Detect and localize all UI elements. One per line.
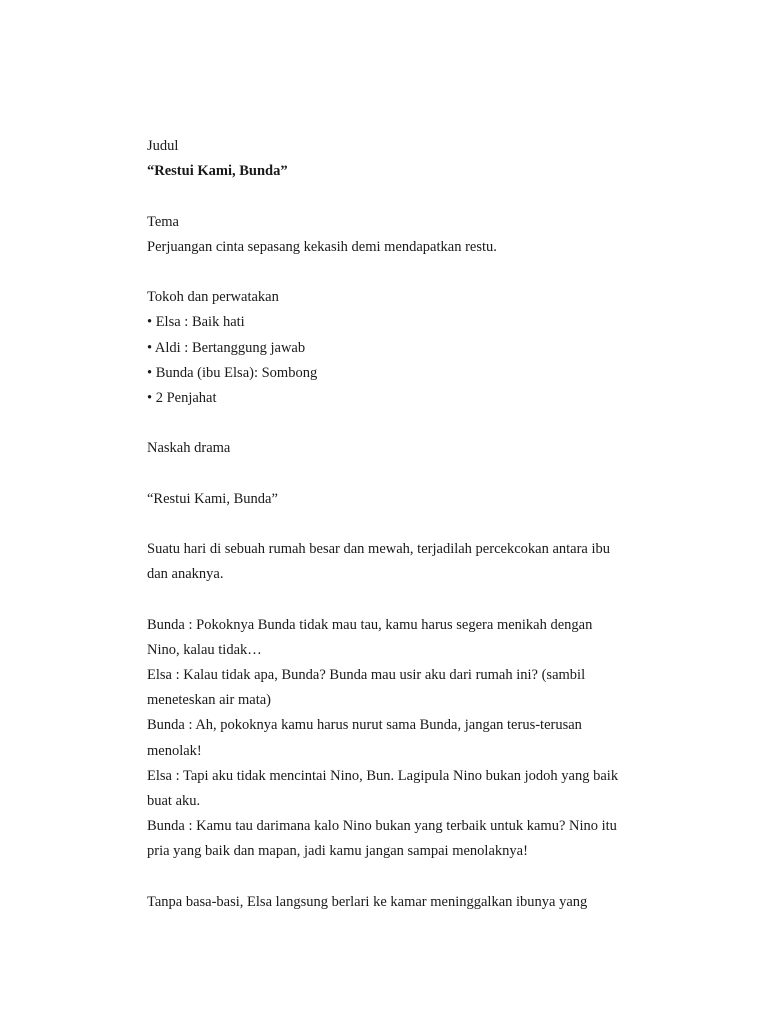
tokoh-item: • Elsa : Baik hati (147, 314, 245, 331)
judul-title: “Restui Kami, Bunda” (147, 163, 288, 180)
tokoh-label: Tokoh dan perwatakan (147, 289, 279, 306)
tema-text: Perjuangan cinta sepasang kekasih demi mendapatkan restu. (147, 238, 497, 255)
tokoh-item: • Bunda (ibu Elsa): Sombong (147, 364, 318, 381)
judul-label: Judul (147, 138, 179, 154)
dialog-line: Bunda : Ah, pokoknya kamu harus nurut sama Bunda, jangan terus-terusan (147, 717, 582, 734)
spacer (147, 864, 647, 889)
spacer (147, 260, 647, 285)
dialog-line: menolak! (147, 742, 202, 759)
spacer (147, 512, 647, 537)
dialog-line: Bunda : Pokoknya Bunda tidak mau tau, kamu harus segera menikah dengan (147, 616, 593, 633)
spacer (147, 411, 647, 436)
dialog-line: Bunda : Kamu tau darimana kalo Nino bukan yang terbaik untuk kamu? Nino itu (147, 818, 617, 835)
intro-line: dan anaknya. (147, 566, 224, 583)
tema-label: Tema (147, 213, 179, 230)
dialog-line: Elsa : Tapi aku tidak mencintai Nino, Bun. Lagipula Nino bukan jodoh yang baik (147, 767, 619, 784)
dialog-line: meneteskan air mata) (147, 692, 271, 709)
tokoh-item: • Aldi : Bertanggung jawab (147, 339, 306, 356)
naskah-label: Naskah drama (147, 440, 231, 457)
naskah-title: “Restui Kami, Bunda” (147, 490, 278, 507)
dialog-line: buat aku. (147, 792, 201, 809)
dialog-line: pria yang baik dan mapan, jadi kamu jangan sampai menolaknya! (147, 843, 528, 860)
spacer (147, 461, 647, 486)
dialog-line: Elsa : Kalau tidak apa, Bunda? Bunda mau usir aku dari rumah ini? (sambil (147, 666, 586, 683)
document-page (147, 134, 647, 915)
closing-line: Tanpa basa-basi, Elsa langsung berlari ke kamar meninggalkan ibunya yang (147, 893, 588, 910)
spacer (147, 587, 647, 612)
intro-line: Suatu hari di sebuah rumah besar dan mewah, terjadilah percekcokan antara ibu (147, 541, 611, 557)
tokoh-item: • 2 Penjahat (147, 389, 217, 406)
dialog-line: Nino, kalau tidak… (147, 641, 262, 658)
spacer (147, 184, 647, 209)
